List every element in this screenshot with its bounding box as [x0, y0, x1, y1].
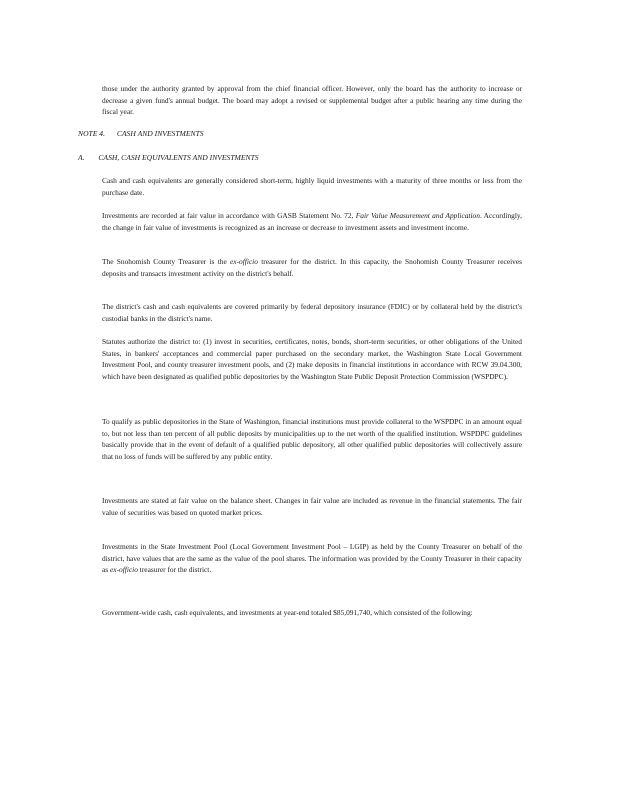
paragraph-state-investment-pool — [102, 541, 522, 576]
paragraph-text: To qualify as public depositories in the State of Washington, financial institutions must provide collateral to the WSPDPC in an amount equal to, but not less than ten percent of all public deposits by municipalities up to the net worth of the qualified institution. WSPDPC guidelines basically provide that in the event of default of a qualified public depository, all other qualified public depositories will collectively assure that no loss of funds will be suffered by any public entity. — [102, 417, 522, 461]
paragraph-text: The Snohomish County Treasurer is the ex-officio treasurer for the district. In this capacity, the Snohomish County Treasurer receives deposits and transacts investment activity on the district's behalf. — [102, 257, 523, 278]
note-heading — [78, 128, 204, 139]
note-number: NOTE 4. — [78, 129, 106, 138]
paragraph-text: Investments are stated at fair value on the balance sheet. Changes in fair value are included as revenue in the financial statements. The fair value of securities was based on quoted market prices. — [102, 496, 522, 517]
paragraph-text: Investments in the State Investment Pool (Local Government Investment Pool – LGIP) as held by the County Treasurer on behalf of the district, have values that are the same as the value of the pool shares. The information was provided by the County Treasurer in their capacity as ex-officio treasurer for the district. — [102, 542, 522, 574]
paragraph-text: Cash and cash equivalents are generally considered short-term, highly liquid investments with a maturity of three months or less from the purchase date. — [102, 176, 522, 197]
paragraph-county-treasurer — [102, 256, 522, 279]
paragraph-fair-value-statement — [102, 495, 522, 518]
paragraph-statutes — [102, 336, 522, 382]
paragraph-fdic — [102, 301, 522, 324]
section-heading — [78, 152, 259, 163]
section-letter: A. — [78, 153, 85, 162]
paragraph-text: Statutes authorize the district to: (1) invest in securities, certificates, notes, bonds, short-term securities, or other obligations of the United States, in bankers' acceptances and commercial paper purchased on the secondary market, the Washington State Local Government Investment Pool, and county treasurer investment pools, and (2) make deposits in financial institutions in accordance with RCW 39.04.300, which have been designated as qualified public depositories by the Washington State Public Deposit Protection Commission (WSPDPC). — [102, 337, 522, 381]
paragraph-public-depositories — [102, 416, 522, 462]
paragraph-cash-equivalents — [102, 175, 522, 198]
paragraph-text: Government-wide cash, cash equivalents, and investments at year-end totaled $85,091,740, which consisted of the following: — [102, 608, 473, 617]
intro-paragraph-text: those under the authority granted by approval from the chief financial officer. However, only the board has the authority to increase or decrease a given fund's annual budget. The board may adopt a revised or supplemental budget after a public hearing any time during the fiscal year. — [102, 84, 522, 116]
section-title: CASH, CASH EQUIVALENTS AND INVESTMENTS — [98, 153, 259, 162]
paragraph-text: Investments are recorded at fair value in accordance with GASB Statement No. 72, Fair Value Measurement and Application. Accordingly, the change in fair value of investments is recognized as an increase or decrease to investment assets and investment income. — [102, 211, 522, 232]
paragraph-investments-fair-value — [102, 210, 522, 233]
note-title: CASH AND INVESTMENTS — [116, 129, 204, 138]
paragraph-government-wide-total — [102, 607, 522, 619]
paragraph-text: The district's cash and cash equivalents are covered primarily by federal depository insurance (FDIC) or by collateral held by the district's custodial banks in the district's name. — [102, 302, 522, 323]
intro-paragraph — [102, 83, 522, 118]
